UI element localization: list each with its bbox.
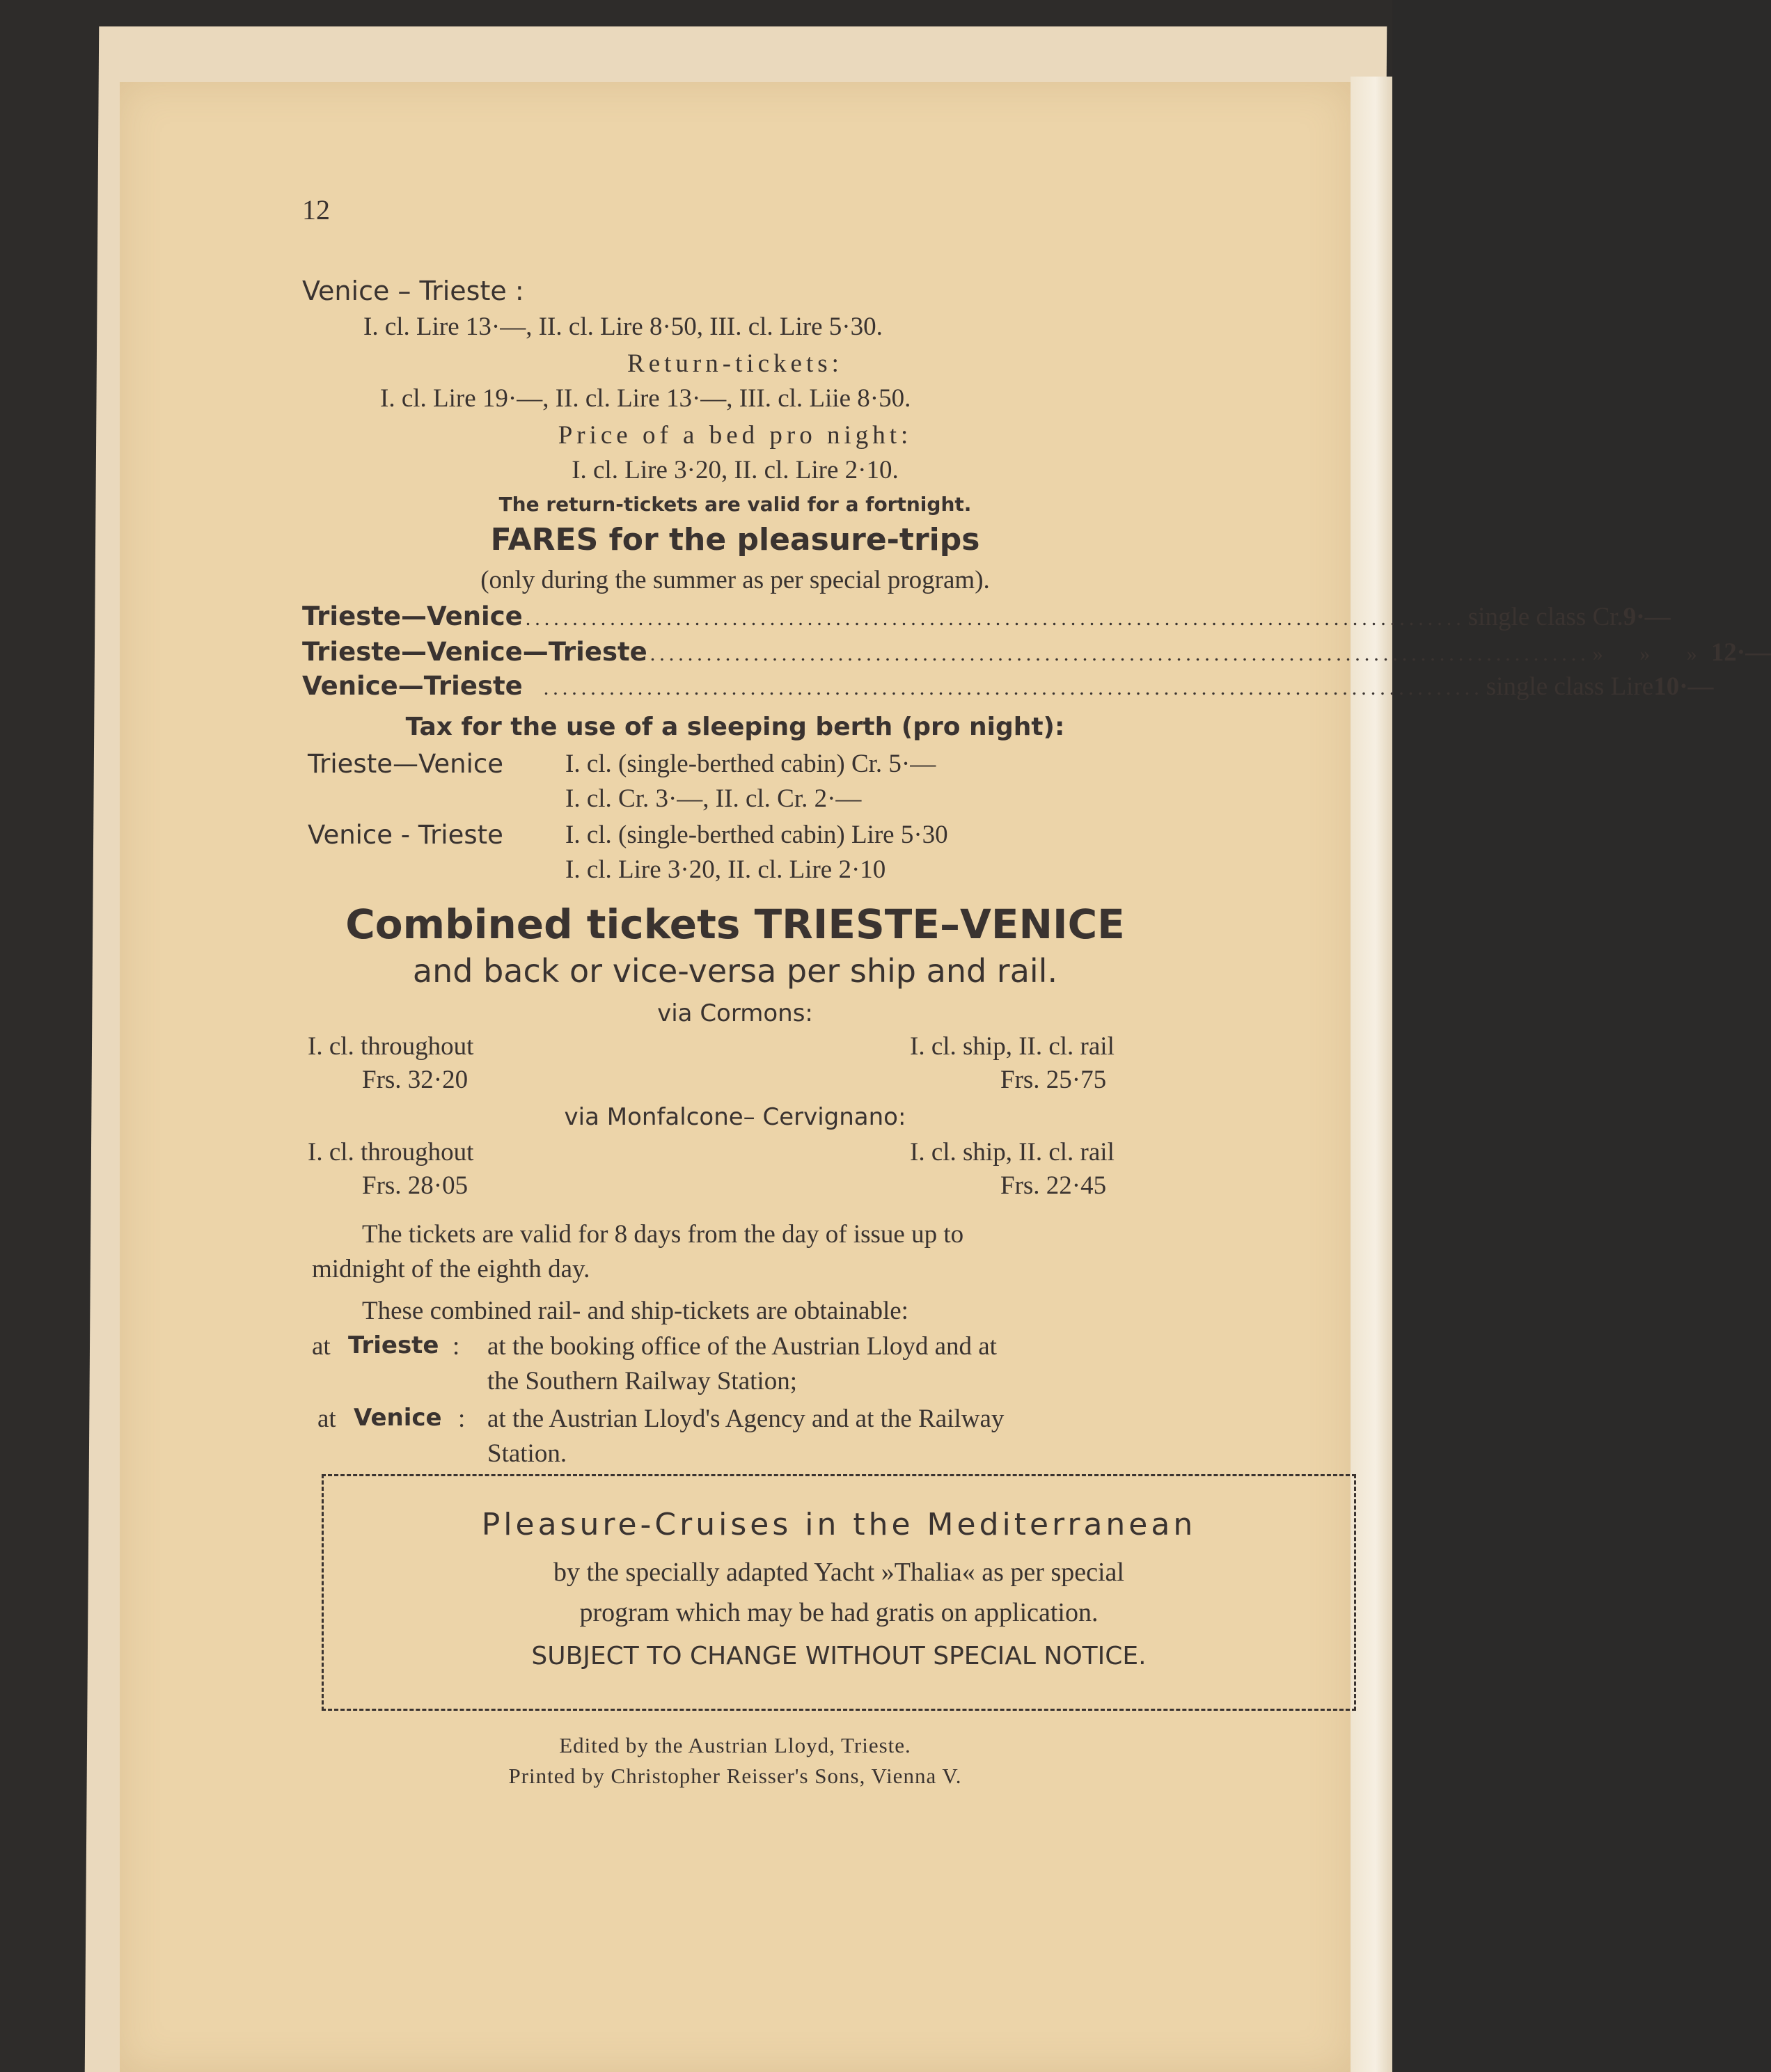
bed-price-heading: Price of a bed pro night: [558,421,913,450]
fare-detail: » » » [1592,642,1697,665]
sleeping-tax-trieste-venice-label: Trieste—Venice [308,749,504,779]
fare-row [302,637,1771,667]
trieste-line-2: the Southern Railway Station; [487,1367,797,1395]
return-tickets-fares: I. cl. Lire 19·—, II. cl. Lire 13·—, III. cl. Liie 8·50. [380,384,911,413]
via-cormons-heading: via Cormons: [657,999,813,1027]
fare-amount: 9·— [1623,603,1671,631]
trieste-prefix: at [312,1332,331,1361]
venice-line-2: Station. [487,1439,567,1468]
trieste-city: Trieste [348,1331,439,1359]
combined-tickets-subtitle: and back or vice-versa per ship and rail. [412,952,1058,990]
cruise-box-title: Pleasure-Cruises in the Mediterranean [481,1507,1197,1542]
fare-detail: single class Cr. [1467,603,1623,631]
validity-line-2: midnight of the eighth day. [312,1255,590,1283]
cruise-box-notice: SUBJECT TO CHANGE WITHOUT SPECIAL NOTICE. [531,1642,1147,1670]
sleeping-tax-venice-trieste-line1: I. cl. (single-berthed cabin) Lire 5·30 [565,821,948,849]
return-validity-note: The return-tickets are valid for a fortnight. [498,493,972,516]
combined-tickets-title: Combined tickets TRIESTE–VENICE [345,901,1125,948]
leader-dots: .................................................................................................... [543,677,1483,699]
fare-amount: 12·— [1710,638,1771,667]
via-monfalcone-right-label: I. cl. ship, II. cl. rail [910,1138,1115,1167]
via-cormons-left-price: Frs. 32·20 [362,1066,469,1094]
via-cormons-left-label: I. cl. throughout [308,1032,474,1061]
fare-route: Venice—Trieste [302,671,523,701]
fare-row [302,601,1671,632]
fare-route: Trieste—Venice—Trieste [302,637,647,667]
sleeping-tax-trieste-venice-line2: I. cl. Cr. 3·—, II. cl. Cr. 2·— [565,784,862,813]
cruise-box-line-1: by the specially adapted Yacht »Thalia« as per special [553,1558,1124,1587]
venice-line-1: at the Austrian Lloyd's Agency and at the Railway [487,1405,1005,1433]
page [120,82,1771,2072]
venice-colon: : [458,1405,466,1433]
sleeping-tax-heading: Tax for the use of a sleeping berth (pro night): [405,713,1065,741]
fares-subheading: (only during the summer as per special program). [480,566,990,594]
via-monfalcone-left-price: Frs. 28·05 [362,1171,469,1200]
via-monfalcone-heading: via Monfalcone– Cervignano: [564,1103,906,1131]
footer-printed: Printed by Christopher Reisser's Sons, Vienna V. [508,1764,962,1788]
sleeping-tax-venice-trieste-label: Venice - Trieste [308,820,503,850]
obtainable-line: These combined rail- and ship-tickets are obtainable: [362,1297,908,1325]
validity-line-1: The tickets are valid for 8 days from the day of issue up to [362,1220,964,1249]
page-number: 12 [302,194,330,226]
cruise-box-line-2: program which may be had gratis on application. [579,1598,1099,1627]
trieste-colon: : [452,1332,460,1361]
fare-detail: single class Lire [1486,672,1654,701]
fare-row [302,671,1714,702]
via-monfalcone-left-label: I. cl. throughout [308,1138,474,1167]
return-tickets-heading: Return-tickets: [627,349,843,378]
via-cormons-right-label: I. cl. ship, II. cl. rail [910,1032,1115,1061]
leader-dots: .................................................................................................... [525,607,1465,630]
page-content [120,82,1771,2072]
cruise-notice-box [322,1474,1356,1711]
via-cormons-right-price: Frs. 25·75 [1000,1066,1107,1094]
fare-route: Trieste—Venice [302,601,523,631]
fare-amount: 10·— [1653,672,1714,701]
leader-dots: .................................................................................................... [650,642,1590,665]
sleeping-tax-venice-trieste-line2: I. cl. Lire 3·20, II. cl. Lire 2·10 [565,855,886,884]
next-page-edge [1351,77,1392,2072]
sleeping-tax-trieste-venice-line1: I. cl. (single-berthed cabin) Cr. 5·— [565,750,936,778]
venice-city: Venice [354,1404,442,1432]
trieste-line-1: at the booking office of the Austrian Lloyd and at [487,1332,997,1361]
venice-trieste-fares: I. cl. Lire 13·—, II. cl. Lire 8·50, III. cl. Lire 5·30. [363,313,883,341]
bed-price-fares: I. cl. Lire 3·20, II. cl. Lire 2·10. [572,456,899,484]
via-monfalcone-right-price: Frs. 22·45 [1000,1171,1107,1200]
footer-edited: Edited by the Austrian Lloyd, Trieste. [559,1733,911,1757]
venice-trieste-heading: Venice – Trieste : [302,276,524,306]
fares-heading: FARES for the pleasure-trips [490,522,980,557]
venice-prefix: at [317,1405,336,1433]
